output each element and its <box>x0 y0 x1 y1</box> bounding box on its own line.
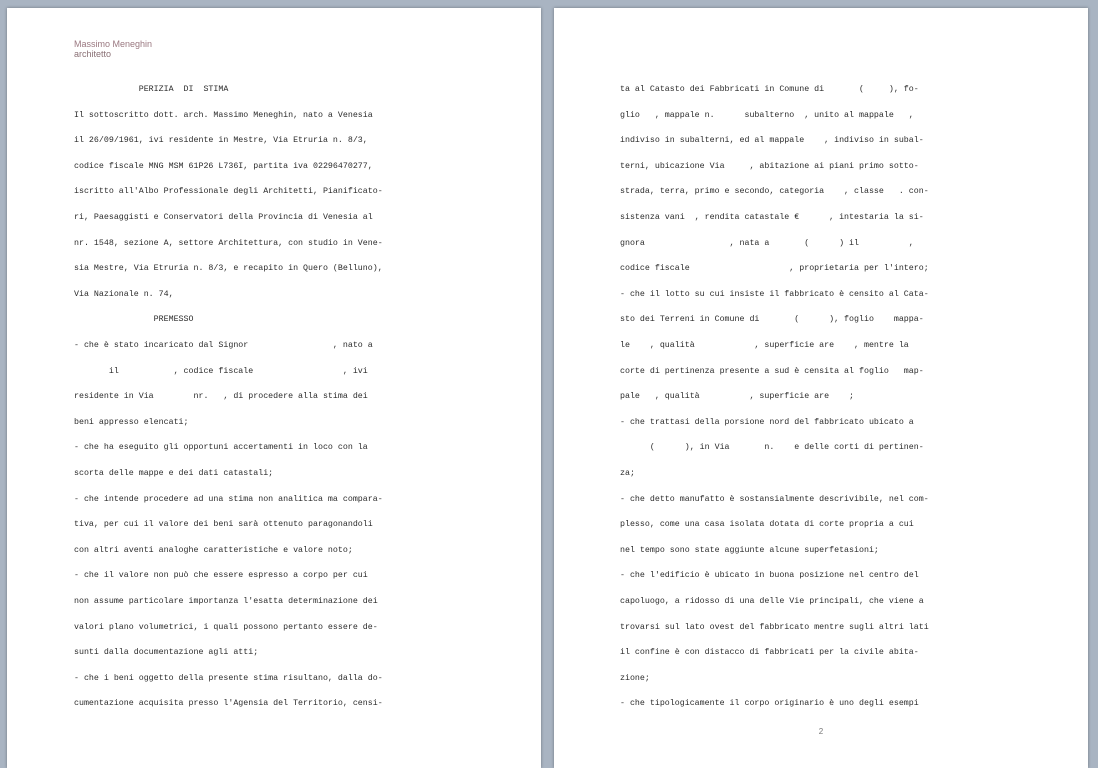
text-line: - che intende procedere ad una stima non analitica ma compara- <box>74 494 383 504</box>
text-line: - che tipologicamente il corpo originario è uno degli esempi <box>620 699 919 709</box>
text-line: gnora , nata a ( ) il , <box>620 238 914 248</box>
text-line: il , codice fiscale , ivi <box>74 366 368 376</box>
text-line: ( ), in Via n. e delle corti di pertinen- <box>620 443 924 453</box>
text-line: capoluogo, a ridosso di una delle Vie principali, che viene a <box>620 597 924 606</box>
text-line: ta al Catasto dei Fabbricati in Comune di ( ), fo- <box>620 85 919 94</box>
text-line: plesso, come una casa isolata dotata di corte propria a cui <box>620 520 914 530</box>
text-line: sistenza vani , rendita catastale € , intestaria la si- <box>620 213 924 222</box>
text-line: sunti dalla documentazione agli atti; <box>74 648 259 658</box>
text-line: corte di pertinenza presente a sud è censita al foglio map- <box>620 366 924 376</box>
text-line: - che detto manufatto è sostansialmente descrivibile, nel com- <box>620 494 929 504</box>
text-line: - che è stato incaricato dal Signor , nato a <box>74 341 373 350</box>
text-line: - che l'edificio è ubicato in buona posizione nel centro del <box>620 571 919 581</box>
text-line: le , qualità , superficie are , mentre la <box>620 341 909 350</box>
text-line: Via Nazionale n. 74, <box>74 289 174 299</box>
text-line: beni appresso elencati; <box>74 417 189 427</box>
text-line: codice fiscale , proprietaria per l'intero; <box>620 264 929 274</box>
text-line: il confine è con distacco di fabbricati per la civile abita- <box>620 648 919 658</box>
text-line: zione; <box>620 673 650 683</box>
text-line: indiviso in subalterni, ed al mappale , indiviso in subal- <box>620 136 924 146</box>
document-page-1 <box>7 8 541 768</box>
text-line: trovarsi sul lato ovest del fabbricato mentre sugli altri lati <box>620 622 929 632</box>
text-line: - che il lotto su cui insiste il fabbricato è censito al Cata- <box>620 289 929 299</box>
letterhead <box>74 39 152 59</box>
text-line: valori plano volumetrici, i quali possono pertanto essere de- <box>74 622 378 632</box>
page-number: 2 <box>818 727 824 736</box>
letterhead-name: Massimo Meneghin <box>74 39 153 49</box>
text-line: Il sottoscritto dott. arch. Massimo Meneghin, nato a Venesia <box>74 110 373 120</box>
text-line: tiva, per cui il valore dei beni sarà ottenuto paragonandoli <box>74 520 373 530</box>
text-line: sto dei Terreni in Comune di ( ), foglio mappa- <box>620 315 924 325</box>
text-line: PREMESSO <box>74 315 194 325</box>
text-line: residente in Via nr. , di procedere alla stima dei <box>74 392 368 402</box>
text-line: - che trattasi della porsione nord del fabbricato ubicato a <box>620 417 914 427</box>
text-line: scorta delle mappe e dei dati catastali; <box>74 469 274 478</box>
document-page-2 <box>554 8 1088 768</box>
text-line: non assume particolare importanza l'esatta determinazione dei <box>74 597 378 606</box>
text-line: codice fiscale MNG MSM 61P26 L736I, partita iva 02296470277, <box>74 161 373 171</box>
text-line: glio , mappale n. subalterno , unito al mappale , <box>620 110 914 120</box>
text-line: - che il valore non può che essere espresso a corpo per cui <box>74 571 368 581</box>
text-line: terni, ubicazione Via , abitazione ai piani primo sotto- <box>620 161 919 171</box>
text-line: PERIZIA DI STIMA <box>74 85 229 94</box>
text-line: ri, Paesaggisti e Conservatori della Provincia di Venesia al <box>74 213 373 222</box>
text-line: nr. 1548, sezione A, settore Architettura, con studio in Vene- <box>74 238 383 248</box>
text-line: - che i beni oggetto della presente stima risultano, dalla do- <box>74 673 383 683</box>
text-line: - che ha eseguito gli opportuni accertamenti in loco con la <box>74 443 368 453</box>
text-line: sia Mestre, Via Etruria n. 8/3, e recapito in Quero (Belluno), <box>74 264 383 274</box>
text-line: cumentazione acquisita presso l'Agensia del Territorio, censi- <box>74 699 383 709</box>
letterhead-role: architetto <box>74 49 112 59</box>
text-line: con altri aventi analoghe caratteristiche e valore noto; <box>74 545 353 555</box>
text-line: strada, terra, primo e secondo, categoria , classe . con- <box>620 187 929 197</box>
text-line: iscritto all'Albo Professionale degli Architetti, Pianificato- <box>74 187 383 197</box>
text-line: il 26/09/1961, ivi residente in Mestre, Via Etruria n. 8/3, <box>74 136 368 146</box>
text-line: pale , qualità , superficie are ; <box>620 392 855 402</box>
text-line: za; <box>620 469 635 478</box>
text-line: nel tempo sono state aggiunte alcune superfetasioni; <box>620 545 879 555</box>
